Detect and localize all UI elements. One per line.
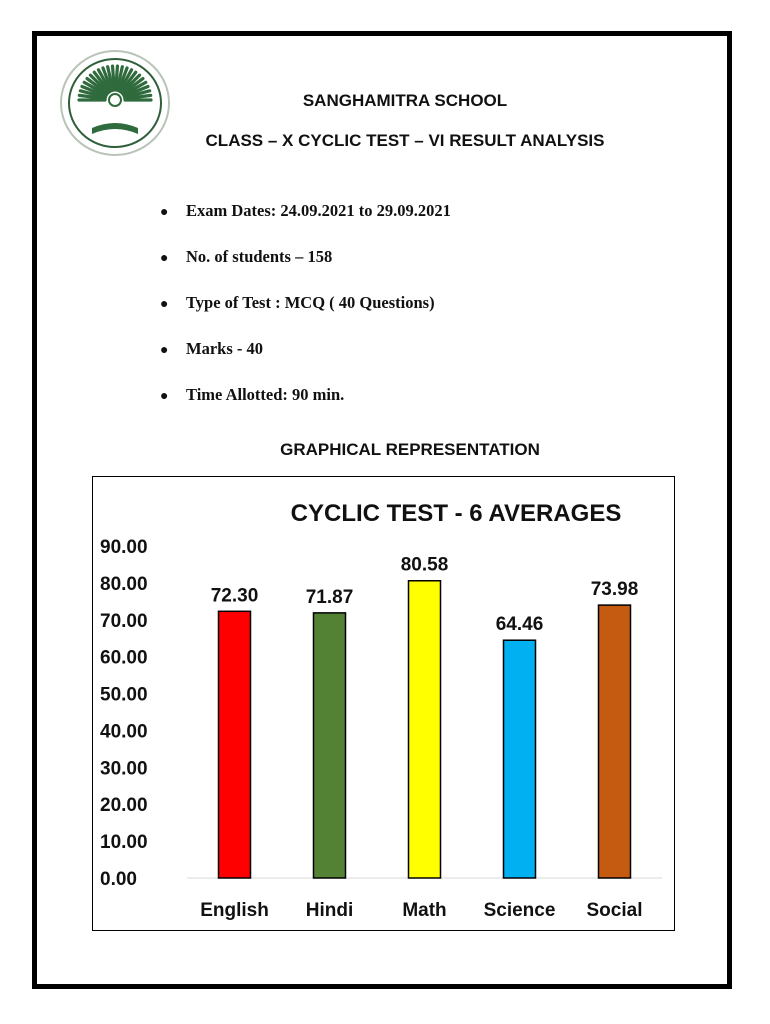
bar-chart <box>92 476 675 931</box>
time-allotted: Time Allotted: 90 min. <box>186 385 345 404</box>
bullet-icon: ● <box>160 389 169 404</box>
bar-math <box>409 581 441 878</box>
list-item <box>160 288 451 334</box>
y-tick-label: 80.00 <box>100 573 148 595</box>
report-title: CLASS – X CYCLIC TEST – VI RESULT ANALYSIS <box>205 131 605 150</box>
y-tick-label: 40.00 <box>100 721 148 743</box>
list-item <box>160 242 451 288</box>
y-tick-label: 20.00 <box>100 795 148 817</box>
school-name: SANGHAMITRA SCHOOL <box>302 91 508 110</box>
y-tick-label: 70.00 <box>100 610 148 632</box>
x-tick-label-english: English <box>200 900 269 921</box>
x-tick-label-social: Social <box>586 900 643 921</box>
bar-hindi <box>314 613 346 878</box>
bar-science <box>504 640 536 878</box>
y-tick-label: 30.00 <box>100 758 148 780</box>
data-label-science: 64.46 <box>495 614 544 636</box>
list-item <box>160 196 451 242</box>
x-axis <box>200 900 642 921</box>
data-label-english: 72.30 <box>210 585 259 607</box>
data-label-hindi: 71.87 <box>305 586 354 608</box>
logo-ray <box>113 66 115 90</box>
data-label-math: 80.58 <box>400 554 449 576</box>
x-tick-label-science: Science <box>483 900 556 921</box>
bar-english <box>219 611 251 878</box>
y-tick-label: 0.00 <box>100 869 137 890</box>
y-tick-label: 10.00 <box>100 832 148 854</box>
data-label-social: 73.98 <box>590 579 639 601</box>
test-type: Type of Test : MCQ ( 40 Questions) <box>186 293 435 312</box>
y-tick-label: 50.00 <box>100 684 148 706</box>
marks: Marks - 40 <box>186 339 263 358</box>
bullet-icon: ● <box>160 297 169 312</box>
exam-details-list <box>160 196 451 426</box>
graph-heading: GRAPHICAL REPRESENTATION <box>280 440 540 459</box>
chart-title: CYCLIC TEST - 6 AVERAGES <box>290 500 622 527</box>
y-tick-label: 90.00 <box>100 537 148 558</box>
bullet-icon: ● <box>160 251 169 266</box>
bars <box>211 555 639 878</box>
exam-dates: Exam Dates: 24.09.2021 to 29.09.2021 <box>186 201 451 220</box>
bullet-icon: ● <box>160 205 169 220</box>
y-tick-label: 60.00 <box>100 647 148 669</box>
bar-social <box>599 605 631 878</box>
bullet-icon: ● <box>160 343 169 358</box>
x-tick-label-hindi: Hindi <box>305 900 354 921</box>
list-item <box>160 334 451 380</box>
list-item <box>160 380 451 426</box>
y-axis <box>100 537 148 890</box>
x-tick-label-math: Math <box>402 900 447 921</box>
student-count: No. of students – 158 <box>186 247 333 266</box>
